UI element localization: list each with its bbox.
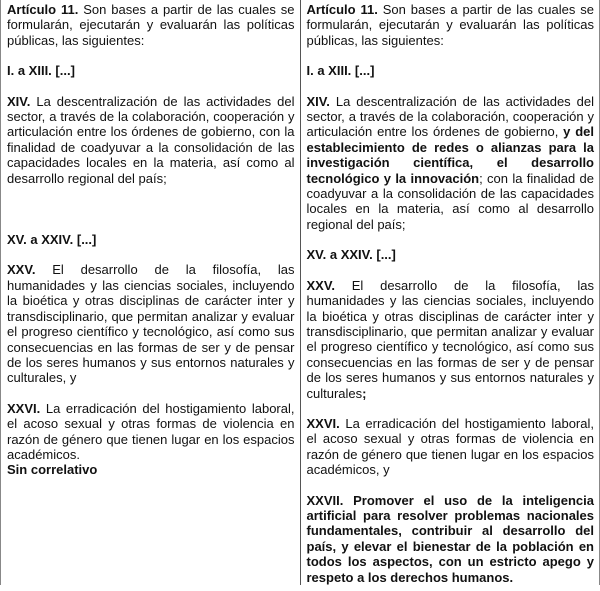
fraction-xxvi: XXVI. La erradicación del hostigamiento laboral, el acoso sexual y otras formas de violencia en razón de género que tienen lugar en los espacios académicos, y bbox=[306, 415, 594, 478]
article-11-paragraph: Artículo 11. Son bases a partir de las cuales se formularán, ejecutarán y evaluarán las políticas públicas, las siguientes: bbox=[306, 2, 595, 48]
left-column bbox=[1, 0, 301, 585]
article-11-paragraph: Artículo 11. Son bases a partir de las cuales se formularán, ejecutarán y evaluarán las políticas públicas, las siguientes: bbox=[7, 2, 295, 48]
table-row bbox=[1, 0, 600, 585]
fraction-xxvi: XXVI. La erradicación del hostigamiento laboral, el acoso sexual y otras formas de violencia en razón de género que tienen lugar en los espacios académicos. bbox=[7, 400, 295, 462]
article-heading: Artículo 11. bbox=[7, 2, 79, 17]
article-heading: Artículo 11. bbox=[306, 2, 378, 17]
range-xv-xxiv: XV. a XXIV. [...] bbox=[7, 232, 97, 248]
fraction-xxvii: XXVII. Promover el uso de la inteligencia artificial para resolver problemas nacionales fundamentales, contribuir al desarrollo del país, y elevar el bienestar de la población en todos los aspectos, con un estricto apego y respeto a los derechos humanos. bbox=[306, 492, 594, 585]
fraction-xiv: XIV. La descentralización de las actividades del sector, a través de la colaboración, cooperación y articulación entre los órdenes de gobierno, y del establecimiento de redes o alianzas para la investigación científica, el desarrollo tecnológico y la innovación; con la finalidad de coadyuvar a la consolidación de las capacidades locales en la materia, así como al desarrollo regional del país; bbox=[306, 93, 595, 232]
no-correlative: Sin correlativo bbox=[7, 462, 98, 478]
range-i-xiii: I. a XIII. [...] bbox=[7, 63, 75, 79]
range-xv-xxiv: XV. a XXIV. [...] bbox=[306, 247, 396, 263]
right-column bbox=[300, 0, 600, 585]
fraction-xxv: XXV. El desarrollo de la filosofía, las humanidades y las ciencias sociales, incluyendo la bioética y otras disciplinas de carácter inter y transdisciplinario, que permitan analizar y evaluar el progreso científico y tecnológico, así como sus consecuencias en las formas de ser y de pensar de los seres humanos y sus entornos naturales y culturales, y bbox=[7, 262, 295, 386]
fraction-xxv: XXV. El desarrollo de la filosofía, las humanidades y las ciencias sociales, incluyendo la bioética y otras disciplinas de carácter inter y transdisciplinario, que permitan analizar y evaluar el progreso científico y tecnológico, así como sus consecuencias en las formas de ser y de pensar de los seres humanos y sus entornos naturales y culturales; bbox=[306, 277, 594, 401]
fraction-xiv: XIV. La descentralización de las actividades del sector, a través de la colaboración, cooperación y articulación entre los órdenes de gobierno, con la finalidad de coadyuvar a la consolidación de las capacidades locales en la materia, así como al desarrollo regional del país; bbox=[7, 93, 295, 186]
amendment-bold-text: y del establecimiento de redes o alianzas para la investigación científica, el desarrollo tecnológico y la innovación bbox=[306, 124, 595, 186]
range-i-xiii: I. a XIII. [...] bbox=[306, 63, 375, 79]
